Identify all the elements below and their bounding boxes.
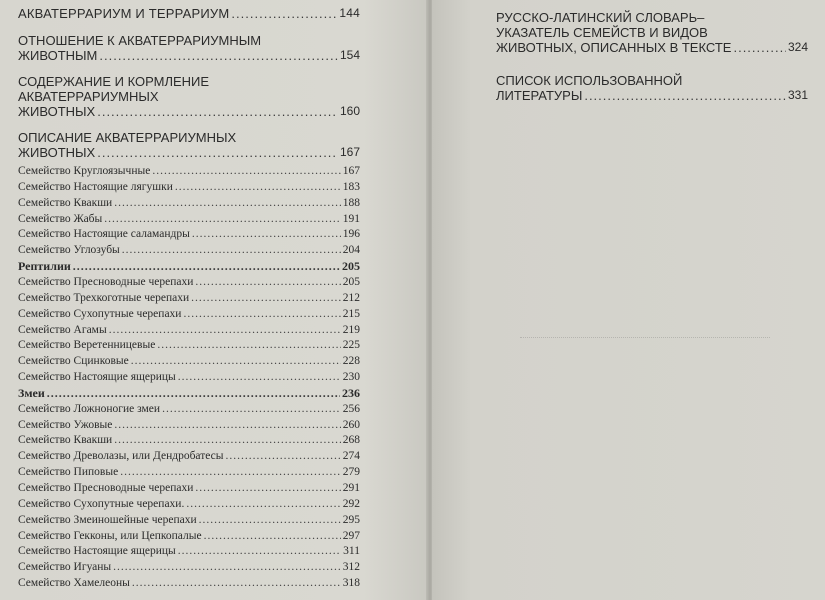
toc-sub-page: 318 — [342, 577, 360, 590]
toc-sub-title: Семейство Настоящие лягушки — [18, 180, 173, 193]
toc-entry — [496, 10, 808, 55]
toc-entry-page: 144 — [339, 6, 360, 20]
toc-sub-row — [18, 165, 360, 178]
toc-sub-page: 196 — [342, 228, 360, 241]
toc-sub-row — [18, 419, 360, 432]
leader-dots — [226, 450, 341, 463]
leader-dots — [178, 371, 341, 384]
toc-entry-title-line: ЖИВОТНЫХ, ОПИСАННЫХ В ТЕКСТЕ — [496, 40, 732, 55]
toc-sub-row — [18, 276, 360, 289]
toc-entry — [18, 74, 360, 119]
toc-entry — [496, 73, 808, 103]
toc-sub-row — [18, 450, 360, 463]
toc-entry-title-line: ЖИВОТНЫХ — [18, 104, 96, 119]
toc-sub-title: Семейство Хамелеоны — [18, 577, 130, 590]
toc-section-row — [18, 260, 360, 273]
leader-dots — [195, 276, 340, 289]
leader-dots — [104, 213, 340, 226]
right-page — [432, 0, 825, 600]
toc-sub-title: Семейство Агамы — [18, 323, 107, 336]
toc-entry-title-line: ЛИТЕРАТУРЫ — [496, 88, 583, 103]
toc-entry-page: 154 — [339, 48, 360, 62]
toc-sub-title: Семейство Сухопутные черепахи — [18, 307, 182, 320]
leader-dots — [132, 577, 341, 590]
leader-dots — [113, 561, 341, 574]
toc-sub-row — [18, 561, 360, 574]
leader-dots — [183, 308, 340, 321]
toc-sub-title: Семейство Сухопутные черепахи. — [18, 497, 185, 510]
toc-sub-row — [18, 498, 360, 511]
toc-sub-page: 268 — [342, 434, 360, 447]
toc-entry-title-line: ОТНОШЕНИЕ К АКВАТЕРРАРИУМНЫМ — [18, 33, 262, 48]
leader-dots — [73, 260, 340, 273]
toc-entry-title-line: СПИСОК ИСПОЛЬЗОВАННОЙ — [496, 73, 683, 88]
toc-sub-page: 236 — [342, 385, 360, 400]
faint-bleed-through — [520, 337, 770, 340]
toc-sub-page: 311 — [343, 545, 360, 558]
toc-entry-title: АКВАТЕРРАРИУМ И ТЕРРАРИУМ — [18, 6, 230, 21]
toc-sub-title: Семейство Сцинковые — [18, 355, 129, 368]
toc-entry — [18, 33, 360, 63]
toc-sub-row — [18, 482, 360, 495]
toc-sub-row — [18, 228, 360, 241]
toc-sub-row — [18, 545, 360, 558]
toc-entry-page: 331 — [787, 88, 808, 102]
toc-entry-title-line: ЖИВОТНЫХ — [18, 145, 96, 160]
toc-entry-title-line: РУССКО-ЛАТИНСКИЙ СЛОВАРЬ– — [496, 10, 705, 25]
leader-dots — [152, 165, 340, 178]
toc-sub-row — [18, 403, 360, 416]
toc-sub-row — [18, 466, 360, 479]
toc-sub-page: 188 — [342, 196, 360, 209]
toc-sub-row — [18, 324, 360, 337]
toc-entry-title-line: АКВАТЕРРАРИУМНЫХ — [18, 89, 159, 104]
toc-sub-title: Семейство Древолазы, или Дендробатесы — [18, 450, 224, 463]
toc-sub-row — [18, 355, 360, 368]
toc-sub-page: 205 — [342, 259, 360, 274]
leader-dots — [195, 482, 340, 495]
toc-entry-title-line: УКАЗАТЕЛЬ СЕМЕЙСТВ И ВИДОВ — [496, 25, 708, 40]
toc-sub-row — [18, 181, 360, 194]
leader-dots — [584, 88, 786, 103]
leader-dots — [122, 244, 341, 257]
toc-entry-title-line: ОПИСАНИЕ АКВАТЕРРАРИУМНЫХ — [18, 130, 237, 145]
toc-sub-page: 279 — [342, 466, 360, 479]
toc-sub-page: 205 — [342, 275, 360, 288]
toc-sub-page: 260 — [342, 418, 360, 431]
leader-dots — [175, 181, 341, 194]
toc-sub-page: 297 — [342, 529, 360, 542]
leader-dots — [162, 403, 341, 416]
leader-dots — [114, 419, 340, 432]
leader-dots — [97, 104, 338, 119]
toc-entry-page: 160 — [339, 104, 360, 118]
toc-sub-title: Семейство Трехкоготные черепахи — [18, 291, 190, 304]
toc-sub-title: Семейство Круглоязычные — [18, 165, 151, 177]
toc-sub-title: Семейство Настоящие ящерицы — [18, 545, 176, 558]
toc-sub-page: 312 — [342, 561, 360, 574]
toc-sub-row — [18, 308, 360, 321]
toc-sub-title: Семейство Веретенницевые — [18, 339, 156, 352]
toc-sub-title: Семейство Углозубы — [18, 244, 120, 257]
leader-dots — [191, 292, 341, 305]
toc-sub-page: 291 — [342, 482, 360, 494]
toc-sub-page: 191 — [342, 212, 360, 225]
toc-sub-title: Змеи — [18, 385, 45, 400]
leader-dots — [186, 498, 340, 511]
leader-dots — [47, 387, 340, 400]
leader-dots — [131, 355, 341, 368]
toc-sub-page: 204 — [342, 244, 360, 257]
toc-section-row — [18, 387, 360, 400]
toc-sub-row — [18, 339, 360, 352]
toc-sub-title: Семейство Ложноногие змеи — [18, 402, 161, 415]
toc-entry-page: 324 — [787, 40, 808, 54]
leader-dots — [114, 197, 341, 210]
toc-sub-page: 295 — [342, 513, 360, 526]
toc-sub-title: Семейство Квакши — [18, 434, 113, 447]
toc-sub-page: 219 — [342, 323, 360, 336]
toc-sub-row — [18, 577, 360, 590]
toc-sub-row — [18, 244, 360, 257]
toc-sub-page: 292 — [342, 497, 360, 510]
toc-sub-page: 228 — [342, 355, 360, 368]
toc-sub-title: Семейство Игуаны — [18, 561, 112, 574]
toc-entry-page: 167 — [339, 145, 360, 159]
toc-sub-title: Семейство Пресноводные черепахи — [18, 482, 194, 494]
toc-sub-page: 212 — [342, 291, 360, 304]
leader-dots — [157, 339, 340, 352]
leader-dots — [109, 324, 341, 337]
toc-sub-page: 215 — [342, 307, 360, 320]
toc-sub-title: Рептилии — [18, 259, 71, 274]
toc-entry — [18, 130, 360, 160]
toc-sub-title: Семейство Гекконы, или Цепкопалые — [18, 529, 202, 542]
toc-entry-title-line: ЖИВОТНЫМ — [18, 48, 98, 63]
toc-sub-page: 256 — [342, 402, 360, 415]
leader-dots — [97, 145, 338, 160]
toc-sub-title: Семейство Настоящие ящерицы — [18, 371, 176, 384]
toc-sub-title: Семейство Пиповые — [18, 466, 119, 479]
toc-sub-row — [18, 292, 360, 305]
toc-sub-row — [18, 530, 360, 543]
toc-sub-page: 274 — [342, 450, 360, 463]
toc-sub-row — [18, 514, 360, 527]
toc-sub-title: Семейство Змеиношейные черепахи — [18, 513, 197, 526]
toc-sub-row — [18, 197, 360, 210]
toc-sub-title: Семейство Настоящие саламандры — [18, 228, 190, 241]
toc-sub-row — [18, 213, 360, 226]
toc-sub-row — [18, 434, 360, 447]
toc-sub-title: Семейство Жабы — [18, 212, 103, 225]
leader-dots — [120, 466, 341, 479]
toc-sub-title: Семейство Квакши — [18, 196, 113, 209]
leader-dots — [199, 514, 341, 527]
leader-dots — [231, 6, 337, 21]
leader-dots — [114, 434, 341, 447]
toc-sub-page: 225 — [342, 339, 360, 352]
leader-dots — [178, 545, 341, 558]
leader-dots — [733, 40, 786, 55]
leader-dots — [99, 48, 338, 63]
toc-entry-title-line: СОДЕРЖАНИЕ И КОРМЛЕНИЕ — [18, 74, 210, 89]
leader-dots — [192, 228, 341, 241]
toc-sub-page: 183 — [342, 180, 360, 193]
toc-entry — [18, 6, 360, 21]
toc-sub-page: 167 — [342, 165, 360, 177]
toc-sub-page: 230 — [342, 371, 360, 384]
toc-sub-row — [18, 371, 360, 384]
toc-sub-title: Семейство Пресноводные черепахи — [18, 275, 194, 288]
leader-dots — [204, 530, 341, 543]
toc-sub-title: Семейство Ужовые — [18, 418, 113, 431]
